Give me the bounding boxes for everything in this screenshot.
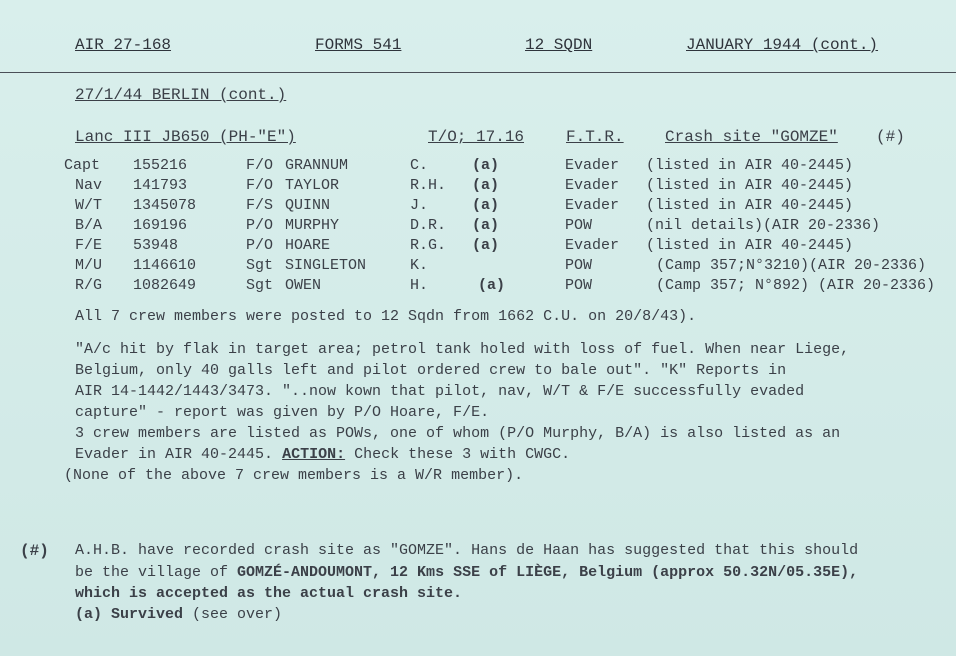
aircraft-label: Lanc III JB650 (PH-"E") [75,128,296,146]
crew-mark: (a) [472,197,500,214]
crew-role: R/G [75,277,103,294]
narrative-line-3: AIR 14-1442/1443/3473. "..now kown that pilot, nav, W/T & F/E successfully evaded [75,383,805,400]
crew-note: (Camp 357; N°892) (AIR 20-2336) [656,277,936,294]
crew-init: H. [410,277,429,294]
crew-status: POW [565,277,593,294]
crew-status: Evader [565,197,620,214]
narrative-line-2: Belgium, only 40 galls left and pilot ordered crew to bale out". "K" Reports in [75,362,787,379]
header-rule [0,72,956,73]
crew-role: W/T [75,197,103,214]
crew-name: MURPHY [285,217,340,234]
crew-name: QUINN [285,197,331,214]
crew-name: SINGLETON [285,257,367,274]
crew-mark: (a) [478,277,506,294]
survived-note [75,606,282,623]
crew-name: HOARE [285,237,331,254]
pow-line-1: 3 crew members are listed as POWs, one of whom (P/O Murphy, B/A) is also listed as an [75,425,841,442]
narrative-line-1: "A/c hit by flak in target area; petrol tank holed with loss of fuel. When near Liege, [75,341,850,358]
crew-name: TAYLOR [285,177,340,194]
header-forms: FORMS 541 [315,36,402,54]
crew-mark: (a) [472,177,500,194]
survived-see-over: (see over) [183,606,283,623]
pow-line-2 [75,446,570,463]
crew-rank: P/O [246,237,274,254]
wr-note: (None of the above 7 crew members is a W/R member). [64,467,524,484]
crash-site-label: Crash site "GOMZE" [665,128,838,146]
crew-num: 141793 [133,177,188,194]
narrative-line-4: capture" - report was given by P/O Hoare, F/E. [75,404,490,421]
section-date-place: 27/1/44 BERLIN (cont.) [75,86,287,104]
crew-rank: Sgt [246,257,274,274]
header-sqdn: 12 SQDN [525,36,593,54]
footnote-line-3: which is accepted as the actual crash site. [75,585,463,602]
crew-num: 1146610 [133,257,197,274]
crew-init: J. [410,197,429,214]
crew-note: (Camp 357;N°3210)(AIR 20-2336) [656,257,927,274]
crew-init: R.H. [410,177,447,194]
crew-num: 53948 [133,237,179,254]
crew-init: D.R. [410,217,447,234]
crew-status: Evader [565,237,620,254]
crew-note: (listed in AIR 40-2445) [646,157,854,174]
crew-role: B/A [75,217,103,234]
footnote-line-1: A.H.B. have recorded crash site as "GOMZE". Hans de Haan has suggested that this should [75,542,859,559]
ftr-label: F.T.R. [566,128,624,146]
crew-mark: (a) [472,217,500,234]
survived-label: (a) Survived [75,606,184,623]
crew-rank: Sgt [246,277,274,294]
crew-role: M/U [75,257,103,274]
crew-rank: P/O [246,217,274,234]
footnote-line-2-pre: be the village of [75,564,238,581]
crew-rank: F/O [246,177,274,194]
header-ref: AIR 27-168 [75,36,172,54]
crew-note: (listed in AIR 40-2445) [646,197,854,214]
pow-line-2-pre: Evader in AIR 40-2445. [75,446,274,463]
crew-rank: F/S [246,197,274,214]
crew-status: Evader [565,157,620,174]
crew-mark: (a) [472,237,500,254]
crew-role: Capt [64,157,101,174]
crew-status: POW [565,217,593,234]
crew-role: Nav [75,177,103,194]
crash-site-note-mark: (#) [876,128,905,146]
crew-status: POW [565,257,593,274]
footnote-mark: (#) [20,542,49,560]
crew-mark: (a) [472,157,500,174]
footnote-line-2 [75,564,858,581]
takeoff-time: T/O; 17.16 [428,128,525,146]
crew-note: (nil details)(AIR 20-2336) [646,217,881,234]
crew-name: GRANNUM [285,157,349,174]
crew-init: K. [410,257,429,274]
crew-num: 1082649 [133,277,197,294]
crew-role: F/E [75,237,103,254]
footnote-location: GOMZÉ-ANDOUMONT, 12 Kms SSE of LIÈGE, Belgium (approx 50.32N/05.35E), [237,564,859,581]
crew-num: 155216 [133,157,188,174]
crew-note: (listed in AIR 40-2445) [646,177,854,194]
crew-num: 169196 [133,217,188,234]
posted-note: All 7 crew members were posted to 12 Sqdn from 1662 C.U. on 20/8/43). [75,308,697,325]
crew-name: OWEN [285,277,322,294]
crew-rank: F/O [246,157,274,174]
action-label: ACTION: [282,446,346,463]
crew-init: R.G. [410,237,447,254]
crew-status: Evader [565,177,620,194]
pow-line-2-post: Check these 3 with CWGC. [345,446,571,463]
crew-note: (listed in AIR 40-2445) [646,237,854,254]
header-month: JANUARY 1944 (cont.) [686,36,879,54]
crew-init: C. [410,157,429,174]
crew-num: 1345078 [133,197,197,214]
